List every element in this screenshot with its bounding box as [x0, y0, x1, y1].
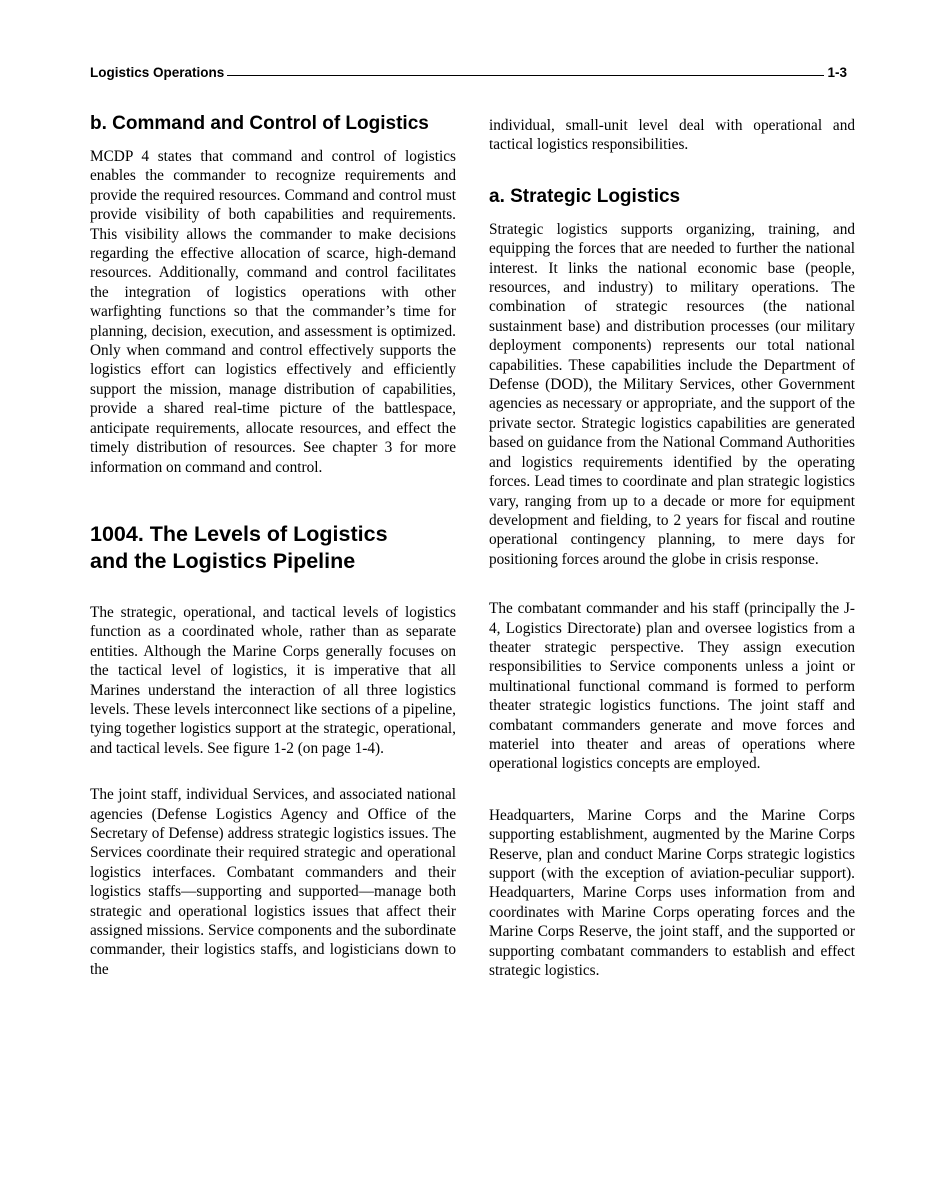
page-number: 1-3 — [827, 65, 847, 80]
section-a-paragraph-1: Strategic logistics supports organizing, training, and equipping the forces that are needed to further the national interest. It links the national economic base (people, resources, and industry) to military operations. The combination of strategic resources (the national sustainment base) and distribution processes (our military deployment components) represents our total national capabilities. These capabilities include the Department of Defense (DOD), the Military Services, other Government agencies as necessary or appropriate, and the support of the private sector. Strategic logistics capabilities are generated based on guidance from the National Command Authorities and logistics requirements identified by the operating forces. Lead times to coordinate and plan strategic logistics vary, ranging from up to a decade or more for equipment development and fielding, to 2 years for fiscal and routine operational contingency planning, to mere days for positioning forces around the globe in crisis response. — [489, 220, 855, 568]
section-1004-heading — [90, 521, 456, 575]
section-1004-heading-line2: and the Logistics Pipeline — [90, 548, 356, 573]
section-b-heading: b. Command and Control of Logistics — [90, 113, 429, 134]
section-a-heading: a. Strategic Logistics — [489, 185, 681, 207]
header-title: Logistics Operations — [90, 65, 225, 80]
left-column — [90, 112, 456, 979]
right-column — [489, 112, 855, 980]
header-rule — [227, 75, 824, 76]
section-b-paragraph: MCDP 4 states that command and control of logistics enables the commander to recognize requirements and provide the required resources. Command and control must provide visibility of both capabilities and requirements. This visibility allows the commander to make decisions regarding the effective allocation of scarce, high-demand resources. Additionally, command and control facilitates the integration of logistics operations with other warfighting functions so that the commander’s time for planning, decision, execution, and assessment is optimized. Only when command and control effectively supports the logistics effort can logistics effectively and efficiently support the mission, manage distribution of capabilities, provide a shared real-time picture of the battlespace, anticipate requirements, allocate resources, and effect the timely distribution of resources. See chapter 3 for more information on command and control. — [90, 148, 456, 476]
running-header — [90, 60, 847, 80]
section-a-paragraph-2: The combatant commander and his staff (principally the J-4, Logistics Directorate) plan and oversee logistics from a theater strategic perspective. They assign execution responsibilities to Service components unless a joint or multinational functional command is formed to perform theater strategic logistics functions. The joint staff and combatant commanders generate and move forces and materiel into theater and areas of operations where operational logistics concepts are employed. — [489, 600, 855, 773]
section-a-paragraph-3: Headquarters, Marine Corps and the Marine Corps supporting establishment, augmented by the Marine Corps Reserve, plan and conduct Marine Corps strategic logistics support (with the exception of aviation-peculiar support). Headquarters, Marine Corps uses information from and coordinates with Marine Corps operating forces and the Marine Corps Reserve, the joint staff, and the supported or supporting combatant commanders to establish and effect strategic logistics. — [489, 806, 855, 980]
continuation-paragraph: individual, small-unit level deal with operational and tactical logistics responsibilities. — [489, 117, 855, 154]
section-1004-paragraph-2: The joint staff, individual Services, and associated national agencies (Defense Logistics Agency and Office of the Secretary of Defense) address strategic logistics issues. The Services coordinate their required strategic and operational logistics interfaces. Combatant commanders and their logistics staffs—supporting and supported—manage both strategic and operational logistics issues that affect their assigned missions. Service components and the subordinate commander, their logistics staffs, and logisticians down to the — [90, 786, 456, 978]
section-1004-paragraph-1: The strategic, operational, and tactical levels of logistics function as a coordinated whole, rather than as separate entities. Although the Marine Corps generally focuses on the tactical level of logistics, it is imperative that all Marines understand the interaction of all three logistics levels. These levels interconnect like sections of a pipeline, tying together logistics support at the strategic, operational, and tactical levels. See figure 1-2 (on page 1-4). — [90, 603, 456, 757]
section-1004-heading-line1: 1004. The Levels of Logistics — [90, 521, 388, 546]
